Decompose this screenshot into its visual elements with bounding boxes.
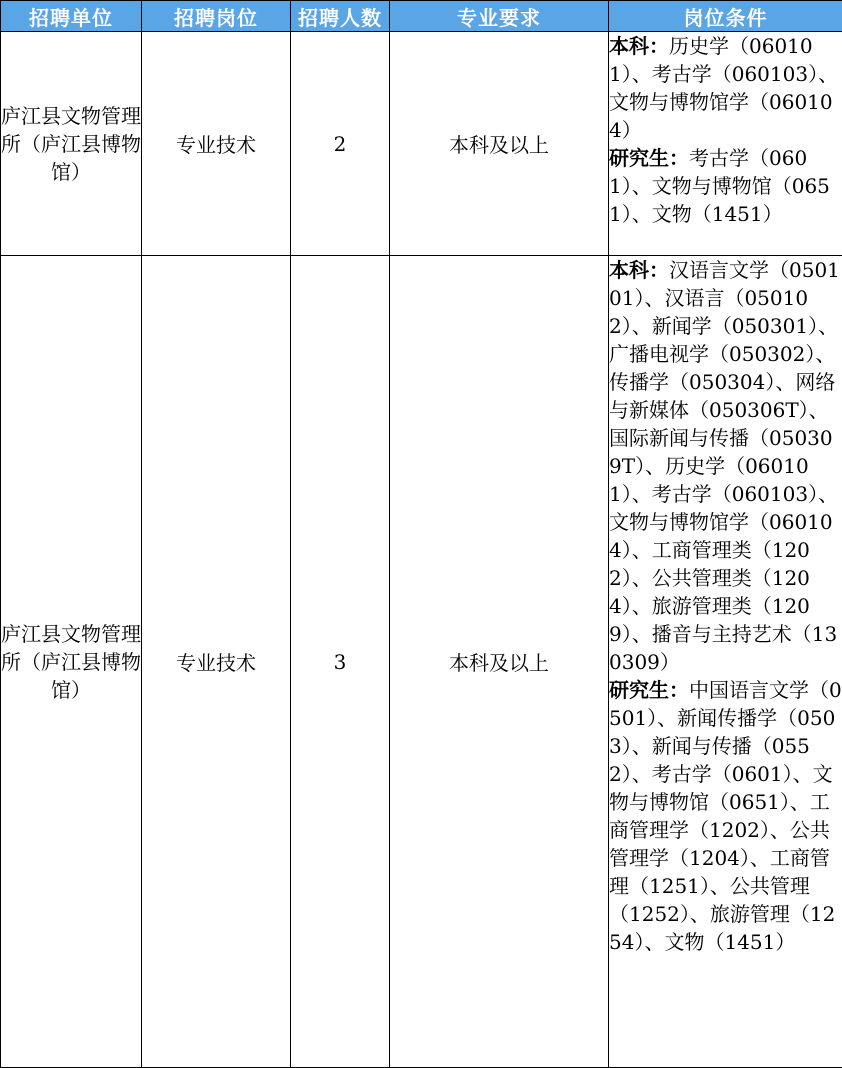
grad-label: 研究生： <box>609 678 689 702</box>
undergrad-label: 本科： <box>609 258 669 282</box>
undergrad-label: 本科： <box>609 34 669 58</box>
cell-unit: 庐江县文物管理所（庐江县博物馆） <box>1 32 142 256</box>
header-position-conditions: 岗位条件 <box>609 1 842 32</box>
table-row <box>1 32 842 256</box>
cell-count: 2 <box>291 32 390 256</box>
grad-majors: 中国语言文学（0501）、新闻传播学（0503）、新闻与传播（0552）、考古学（0601）、文物与博物馆（0651）、工商管理学（1202）、公共管理学（1204）、工商管理（1251）、公共管理（1252）、旅游管理（1254）、文物（1451） <box>609 678 842 954</box>
cell-conditions <box>609 256 842 1068</box>
cell-position: 专业技术 <box>142 32 291 256</box>
cell-count: 3 <box>291 256 390 1068</box>
grad-majors: 考古学（0601）、文物与博物馆（0651）、文物（1451） <box>609 146 830 226</box>
undergrad-majors: 汉语言文学（050101）、汉语言（050102）、新闻学（050301）、广播电视学（050302）、传播学（050304）、网络与新媒体（050306T）、国际新闻与传播（050309T）、历史学（060101）、考古学（060103）、文物与博物馆学（060104）、工商管理类（1202）、公共管理类（1204）、旅游管理类（1209）、播音与主持艺术（130309） <box>609 258 840 674</box>
cell-conditions <box>609 32 842 256</box>
table-row <box>1 256 842 1068</box>
cell-requirement: 本科及以上 <box>390 256 609 1068</box>
cell-requirement: 本科及以上 <box>390 32 609 256</box>
cell-position: 专业技术 <box>142 256 291 1068</box>
header-position: 招聘岗位 <box>142 1 291 32</box>
header-recruiting-unit: 招聘单位 <box>1 1 142 32</box>
header-major-requirement: 专业要求 <box>390 1 609 32</box>
cell-unit: 庐江县文物管理所（庐江县博物馆） <box>1 256 142 1068</box>
header-row <box>1 1 842 32</box>
grad-label: 研究生： <box>609 146 689 170</box>
undergrad-majors: 历史学（060101）、考古学（060103）、文物与博物馆学（060104） <box>609 34 838 142</box>
header-headcount: 招聘人数 <box>291 1 390 32</box>
